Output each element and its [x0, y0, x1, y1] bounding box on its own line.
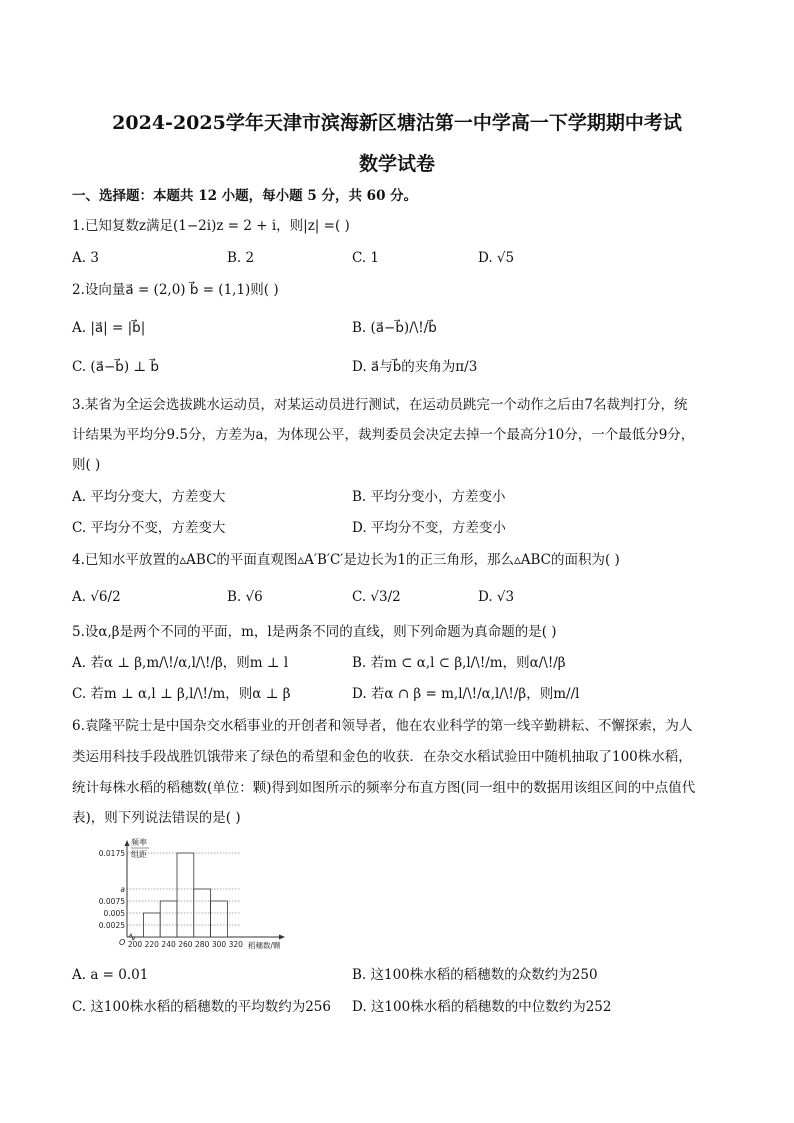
q5-option-b: B. 若m ⊂ α,l ⊂ β,l/\!/m，则α/\!/β — [352, 655, 566, 671]
q2-option-a: A. |a⃗| = |b⃗| — [72, 320, 146, 336]
y-axis-label-bottom: 组距 — [131, 850, 147, 859]
q4-option-c: C. √3/2 — [352, 589, 401, 605]
question-3-stem-2: 计结果为平均分9.5分，方差为a，为体现公平，裁判委员会决定去掉一个最高分10分，一个最低分9分， — [72, 427, 695, 443]
q1-option-b: B. 2 — [227, 250, 255, 266]
y-tick-label: a — [120, 885, 125, 894]
y-tick-label: 0.0075 — [98, 897, 125, 906]
question-2-stem: 2.设向量a⃗ = (2,0) b⃗ = (1,1)则( ) — [72, 282, 279, 298]
y-tick-label: 0.0025 — [98, 921, 125, 930]
page-title: 2024-2025学年天津市滨海新区塘沽第一中学高一下学期期中考试 — [112, 112, 682, 134]
question-6-stem-4: 表)，则下列说法错误的是( ) — [72, 810, 241, 826]
x-axis-arrow — [279, 935, 285, 940]
question-4-stem: 4.已知水平放置的▵ABC的平面直观图▵A′B′C′是边长为1的正三角形，那么▵ABC的面积为( ) — [72, 552, 620, 568]
q4-option-a: A. √6/2 — [72, 589, 121, 605]
x-tick-label: 200 — [127, 940, 143, 949]
y-tick-label: 0.005 — [103, 909, 125, 918]
histogram-bar — [211, 901, 228, 937]
q3-option-c: C. 平均分不变，方差变大 — [72, 520, 226, 536]
question-1-stem: 1.已知复数z满足(1−2i)z = 2 + i，则|z| =( ) — [72, 218, 350, 234]
histogram-bar — [177, 853, 194, 937]
y-axis-arrow — [125, 840, 130, 846]
q6-option-a: A. a = 0.01 — [72, 967, 149, 983]
q2-option-b: B. (a⃗−b⃗)/\!/b⃗ — [352, 320, 437, 336]
q4-option-b: B. √6 — [227, 589, 263, 605]
q5-option-a: A. 若α ⊥ β,m/\!/α,l/\!/β，则m ⊥ l — [72, 655, 289, 671]
q3-option-b: B. 平均分变小，方差变小 — [352, 489, 506, 505]
x-tick-label: 260 — [178, 940, 193, 949]
histogram-bar — [160, 901, 177, 937]
q3-option-a: A. 平均分变大，方差变大 — [72, 489, 226, 505]
q3-option-d: D. 平均分不变，方差变小 — [352, 520, 506, 536]
x-tick-label: 320 — [228, 940, 243, 949]
frequency-histogram — [90, 835, 290, 960]
y-tick-label: 0.0175 — [98, 849, 125, 858]
y-axis-label-top: 频率 — [131, 838, 147, 847]
question-6-stem-2: 类运用科技手段战胜饥饿带来了绿色的希望和金色的收获．在杂交水稻试验田中随机抽取了100株水稻， — [72, 749, 692, 765]
question-3-stem-3: 则( ) — [72, 457, 101, 473]
q4-option-d: D. √3 — [478, 589, 515, 605]
section-heading: 一、选择题：本题共 12 小题，每小题 5 分，共 60 分。 — [72, 188, 418, 204]
x-axis-label: 稻穗数/颗 — [248, 941, 281, 950]
question-3-stem-1: 3.某省为全运会选拔跳水运动员，对某运动员进行测试，在运动员跳完一个动作之后由7名裁判打分，统 — [72, 397, 688, 413]
q6-option-b: B. 这100株水稻的稻穗数的众数约为250 — [352, 967, 598, 983]
q5-option-c: C. 若m ⊥ α,l ⊥ β,l/\!/m，则α ⊥ β — [72, 686, 291, 702]
q1-option-c: C. 1 — [352, 250, 380, 266]
q2-option-c: C. (a⃗−b⃗) ⊥ b⃗ — [72, 359, 159, 375]
x-tick-label: 220 — [144, 940, 159, 949]
question-6-stem-1: 6.袁隆平院士是中国杂交水稻事业的开创者和领导者，他在农业科学的第一线辛勤耕耘、不懈探索，为人 — [72, 718, 693, 734]
x-tick-label: 280 — [195, 940, 210, 949]
q1-option-a: A. 3 — [72, 250, 99, 266]
question-6-stem-3: 统计每株水稻的稻穗数(单位：颗)得到如图所示的频率分布直方图(同一组中的数据用该组区间的中点值代 — [72, 780, 696, 796]
x-tick-label: 300 — [211, 940, 227, 949]
page-subtitle: 数学试卷 — [358, 153, 435, 175]
q2-option-d: D. a⃗与b⃗的夹角为π/3 — [352, 359, 478, 375]
question-5-stem: 5.设α,β是两个不同的平面，m，l是两条不同的直线，则下列命题为真命题的是( ) — [72, 624, 557, 640]
q5-option-d: D. 若α ∩ β = m,l/\!/α,l/\!/β，则m//l — [352, 686, 580, 702]
q1-option-d: D. √5 — [478, 250, 515, 266]
origin-label: O — [119, 938, 126, 947]
x-tick-label: 240 — [161, 940, 176, 949]
q6-option-c: C. 这100株水稻的稻穗数的平均数约为256 — [72, 999, 331, 1015]
q6-option-d: D. 这100株水稻的稻穗数的中位数约为252 — [352, 999, 612, 1015]
